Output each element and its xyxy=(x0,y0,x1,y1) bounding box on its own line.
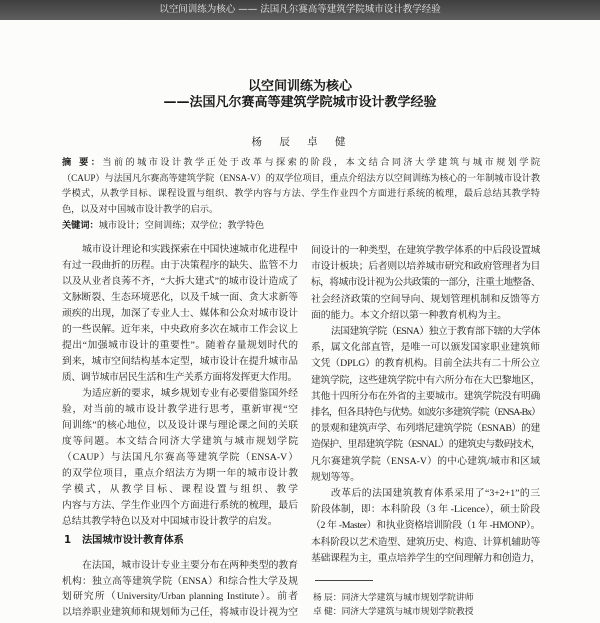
paragraph xyxy=(311,243,540,324)
footnotes xyxy=(313,591,540,618)
paragraph xyxy=(62,242,298,386)
section-title: 法国城市设计教育体系 xyxy=(82,535,184,546)
body-line: 学模式，从教学目标、课程设置与组织、教学 xyxy=(62,484,298,495)
body-line: 社会经济政策的空间导向、规划管理机制和反馈等方 xyxy=(311,293,540,305)
body-line: 凡尔赛建筑学院（ENSA-V）的中心建筑/城市和区域 xyxy=(311,455,540,467)
body-line: （2 年 -Master）和执业资格培训阶段（1 年 -HMONP）。 xyxy=(311,520,540,532)
body-line: 改革后的法国建筑教育体系采用了“3+2+1”的三 xyxy=(331,488,540,499)
body-line: 基础课程为主，重点培养学生的空间理解力和创造力， xyxy=(311,552,540,564)
body-line: 的一些误解。近年来，中央政府多次在城市工作会议上 xyxy=(62,324,298,335)
abstract-line: 学模式，从教学目标、课程设置与组织、教学内容与方法、学生作业四个方面进行系统的梳理，最后总结其教学特 xyxy=(62,188,540,198)
right-column xyxy=(311,0,540,623)
body-line: 以培养职业建筑师和规划师为己任，将城市设计视为空 xyxy=(62,607,298,619)
body-line: 建筑学院，这些建筑学院中有六所分布在大巴黎地区， xyxy=(311,374,540,386)
body-line: 质、调节城市居民生活和生产关系方面将发挥更大作用。 xyxy=(62,372,297,383)
paragraph xyxy=(62,558,298,621)
body-line: 系，属文化部直管，是唯一可以颁发国家职业建筑师 xyxy=(311,342,540,354)
abstract-label: 摘 要： xyxy=(62,157,103,168)
paragraph xyxy=(62,386,298,530)
body-line: 为适应新的要求，城乡规划专业有必要借鉴国外经 xyxy=(82,388,298,399)
footnote-separator xyxy=(315,580,373,581)
footnote-author: 杨 辰：同济大学建筑与城市规划学院讲师 xyxy=(313,592,474,602)
body-line: 法国建筑学院（ESNA）独立于教育部下辖的大学体 xyxy=(331,326,540,337)
article-subtitle: ——法国凡尔赛高等建筑学院城市设计教学经验 xyxy=(163,95,437,110)
author-line: 杨 辰 卓 健 xyxy=(251,136,349,148)
body-line: 面的能力。本文介绍以第一种教育机构为主。 xyxy=(311,309,507,321)
body-line: 在法国，城市设计专业主要分布在两种类型的教育 xyxy=(82,560,298,571)
body-line: 以及从业者良莠不齐，“大拆大建式”的城市设计造成了 xyxy=(62,276,298,287)
article-title: 以空间训练为核心 xyxy=(247,79,352,94)
body-line: 度等问题。本文结合同济大学建筑与城市规划学院 xyxy=(62,436,298,447)
paragraph xyxy=(311,486,540,567)
abstract-line: 色，以及对中国城市设计教学的启示。 xyxy=(62,203,219,214)
abstract-line: （CAUP）与法国凡尔赛高等建筑学院（ENSA-V）的双学位项目，重点介绍法方以空间训练为核心的一年制城市设计教 xyxy=(62,172,540,183)
keywords-label: 关键词： xyxy=(62,220,99,231)
body-line: 总结其教学特色以及对中国城市设计教学的启发。 xyxy=(62,516,278,527)
body-line: 排名，但各具特色与优势。如波尔多建筑学院（ENSA-Bx） xyxy=(311,406,540,418)
body-line: 文凭（DPLG）的教育机构。目前全法共有二十所公立 xyxy=(311,358,540,370)
body-line: 规划等等。 xyxy=(311,471,360,483)
left-column xyxy=(62,0,298,623)
body-line: 提出“加强城市设计的重要性”。随着存量规划时代的 xyxy=(62,340,298,351)
paragraph xyxy=(311,324,540,486)
body-line: 阶段体制，即：本科阶段（3 年 -Licence），硕士阶段 xyxy=(311,504,540,516)
body-line: 文脉断裂、生态环境恶化，以及千城一面、贪大求新等 xyxy=(62,292,298,303)
body-line: 内容与方法、学生作业四个方面进行系统的梳理，最后 xyxy=(62,500,298,511)
body-line: 间训练”的核心地位，以及设计课与理论课之间的关联 xyxy=(62,420,298,431)
body-line: 的景观和建筑声学、布列塔尼建筑学院（ESNAB）的建 xyxy=(311,423,540,435)
body-line: 城市设计理论和实践探索在中国快速城市化进程中 xyxy=(82,244,298,255)
section-number: 1 xyxy=(64,535,72,546)
body-line: 间设计的一种类型，在建筑学教学体系的中后段设置城 xyxy=(311,245,540,256)
body-line: 的双学位项目，重点介绍法方为期一年的城市设计教 xyxy=(62,468,298,479)
body-line: 造保护、里昂建筑学院（ESNAL）的建筑史与数码技术， xyxy=(311,439,540,451)
body-line: （CAUP）与法国凡尔赛高等建筑学院（ENSA-V） xyxy=(62,452,298,463)
body-line: 验，对当前的城市设计教学进行思考，重新审视“空 xyxy=(62,404,298,415)
body-line: 有过一段曲折的历程。由于决策程序的缺失、监管不力 xyxy=(62,260,298,271)
body-line: 本科阶段以艺术造型、建筑历史、构造、计算机辅助等 xyxy=(311,536,540,548)
keywords-text: 城市设计；空间训练；双学位；教学特色 xyxy=(98,220,265,230)
running-header-text: 以空间训练为核心 —— 法国凡尔赛高等建筑学院城市设计教学经验 xyxy=(159,4,441,15)
body-line: 机构：独立高等建筑学院（ENSA）和综合性大学及规 xyxy=(62,575,298,587)
body-line: 划研究所（University/Urban planning Institute）。前者 xyxy=(62,591,298,603)
abstract-text: 当前的城市设计教学正处于改革与探索的阶段，本文结合同济大学建筑与城市规划学院 xyxy=(102,157,540,167)
footnote-author: 卓 健：同济大学建筑与城市规划学院教授 xyxy=(313,605,474,616)
body-line: 顽疾的出现，加深了专业人士、媒体和公众对城市设计 xyxy=(62,308,298,319)
body-line: 标，将城市设计视为公共政策的一部分，注重土地整备、 xyxy=(311,277,540,289)
body-line: 到来，城市空间结构基本定型，城市设计在提升城市品 xyxy=(62,356,298,367)
body-line: 市设计板块；后者则以培养城市研究和政府管理者为目 xyxy=(311,261,540,273)
section-heading xyxy=(62,533,298,549)
body-line: 其他十四所分布在外省的主要城市。建筑学院没有明确 xyxy=(311,390,540,402)
